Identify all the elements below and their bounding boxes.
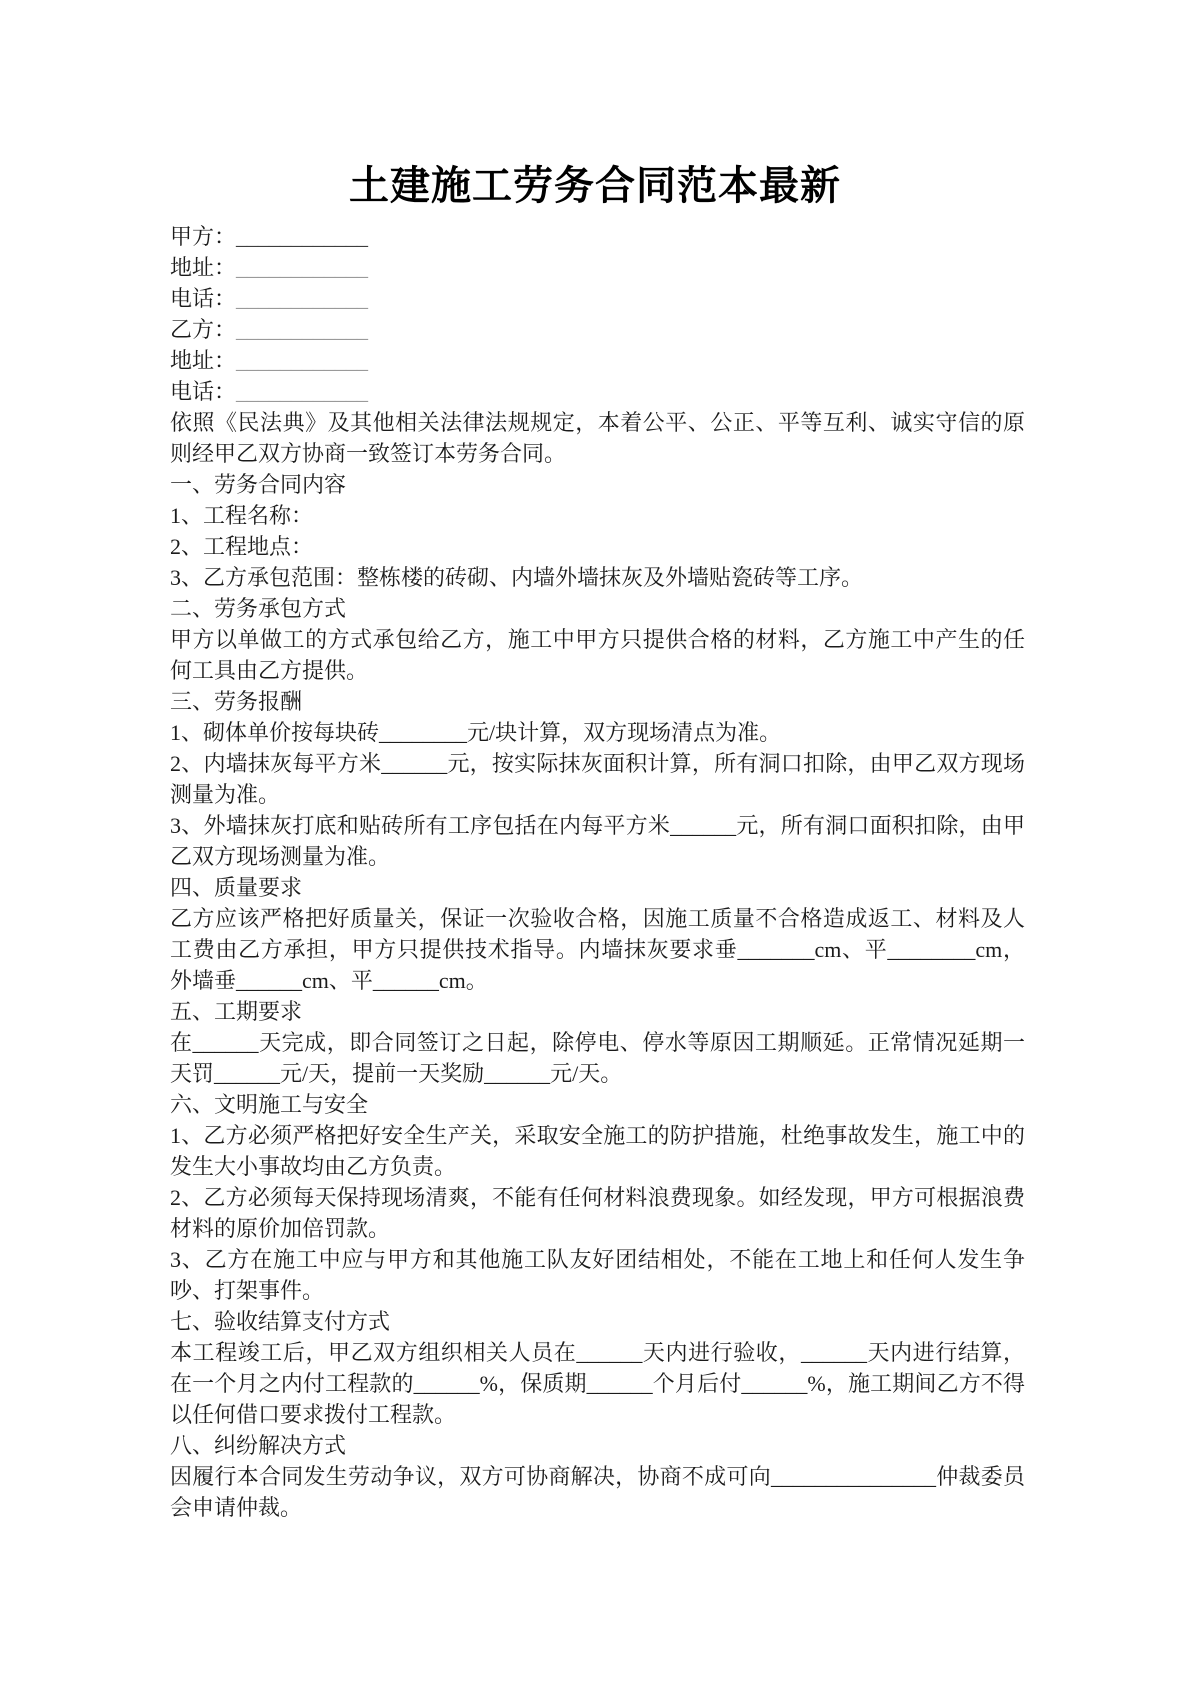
section-6-clause-3: 3、乙方在施工中应与甲方和其他施工队友好团结相处，不能在工地上和任何人发生争吵、打架事件。 [170, 1247, 1025, 1303]
project-name-line: 1、工程名称： [170, 503, 314, 528]
section-5-heading: 五、工期要求 [170, 999, 303, 1024]
field-address-a-blank-line: ____________ [236, 255, 369, 280]
field-address-b-label: 地址： [170, 348, 237, 373]
section-3-clause-1: 1、砌体单价按每块砖________元/块计算，双方现场清点为准。 [170, 720, 782, 745]
section-7-heading: 七、验收结算支付方式 [170, 1309, 391, 1334]
field-phone-b-blank-line: ____________ [236, 379, 369, 404]
document-title: 土建施工劳务合同范本最新 [349, 163, 841, 208]
section-8-paragraph: 因履行本合同发生劳动争议，双方可协商解决，协商不成可向_______________仲裁委员会申请仲裁。 [170, 1464, 1025, 1520]
preamble-paragraph: 依照《民法典》及其他相关法律法规规定，本着公平、公正、平等互利、诚实守信的原则经甲乙双方协商一致签订本劳务合同。 [170, 410, 1025, 466]
field-phone-b-label: 电话： [170, 379, 237, 404]
section-6-heading: 六、文明施工与安全 [170, 1092, 369, 1117]
section-8-heading: 八、纠纷解决方式 [170, 1433, 347, 1458]
section-3-clause-2: 2、内墙抹灰每平方米______元，按实际抹灰面积计算，所有洞口扣除，由甲乙双方现场测量为准。 [170, 751, 1025, 807]
contract-body [170, 221, 1025, 1523]
section-5-paragraph: 在______天完成，即合同签订之日起，除停电、停水等原因工期顺延。正常情况延期一天罚______元/天，提前一天奖励______元/天。 [170, 1030, 1025, 1086]
field-address-b-blank-line: ____________ [236, 348, 369, 373]
field-phone-a-label: 电话： [170, 286, 237, 311]
contract-scope-line: 3、乙方承包范围：整栋楼的砖砌、内墙外墙抹灰及外墙贴瓷砖等工序。 [170, 565, 864, 590]
section-7-paragraph: 本工程竣工后，甲乙双方组织相关人员在______天内进行验收，______天内进行结算，在一个月之内付工程款的______%，保质期______个月后付______%，施工期间乙方不得以任何借口要求拨付工程款。 [170, 1340, 1025, 1427]
field-address-b [170, 345, 1025, 376]
field-party-a-blank-line: ____________ [236, 224, 369, 249]
field-party-a [170, 221, 1025, 252]
section-2-heading: 二、劳务承包方式 [170, 596, 347, 621]
field-phone-a-blank-line: ____________ [236, 286, 369, 311]
section-6-clause-2: 2、乙方必须每天保持现场清爽，不能有任何材料浪费现象。如经发现，甲方可根据浪费材料的原价加倍罚款。 [170, 1185, 1025, 1241]
section-1-heading: 一、劳务合同内容 [170, 472, 347, 497]
section-6-clause-1: 1、乙方必须严格把好安全生产关，采取安全施工的防护措施，杜绝事故发生，施工中的发生大小事故均由乙方负责。 [170, 1123, 1025, 1179]
field-address-a-label: 地址： [170, 255, 237, 280]
field-party-b-blank-line: ____________ [236, 317, 369, 342]
field-phone-b [170, 376, 1025, 407]
field-address-a [170, 252, 1025, 283]
section-4-paragraph: 乙方应该严格把好质量关，保证一次验收合格，因施工质量不合格造成返工、材料及人工费由乙方承担，甲方只提供技术指导。内墙抹灰要求垂_______cm、平________cm，外墙垂______cm、平______cm。 [170, 906, 1025, 993]
section-3-heading: 三、劳务报酬 [170, 689, 303, 714]
field-party-b [170, 314, 1025, 345]
field-party-a-label: 甲方： [170, 224, 237, 249]
section-4-heading: 四、质量要求 [170, 875, 303, 900]
section-2-paragraph: 甲方以单做工的方式承包给乙方，施工中甲方只提供合格的材料，乙方施工中产生的任何工具由乙方提供。 [170, 627, 1025, 683]
field-phone-a [170, 283, 1025, 314]
field-party-b-label: 乙方： [170, 317, 237, 342]
section-3-clause-3: 3、外墙抹灰打底和贴砖所有工序包括在内每平方米______元，所有洞口面积扣除，由甲乙双方现场测量为准。 [170, 813, 1025, 869]
project-location-line: 2、工程地点： [170, 534, 314, 559]
